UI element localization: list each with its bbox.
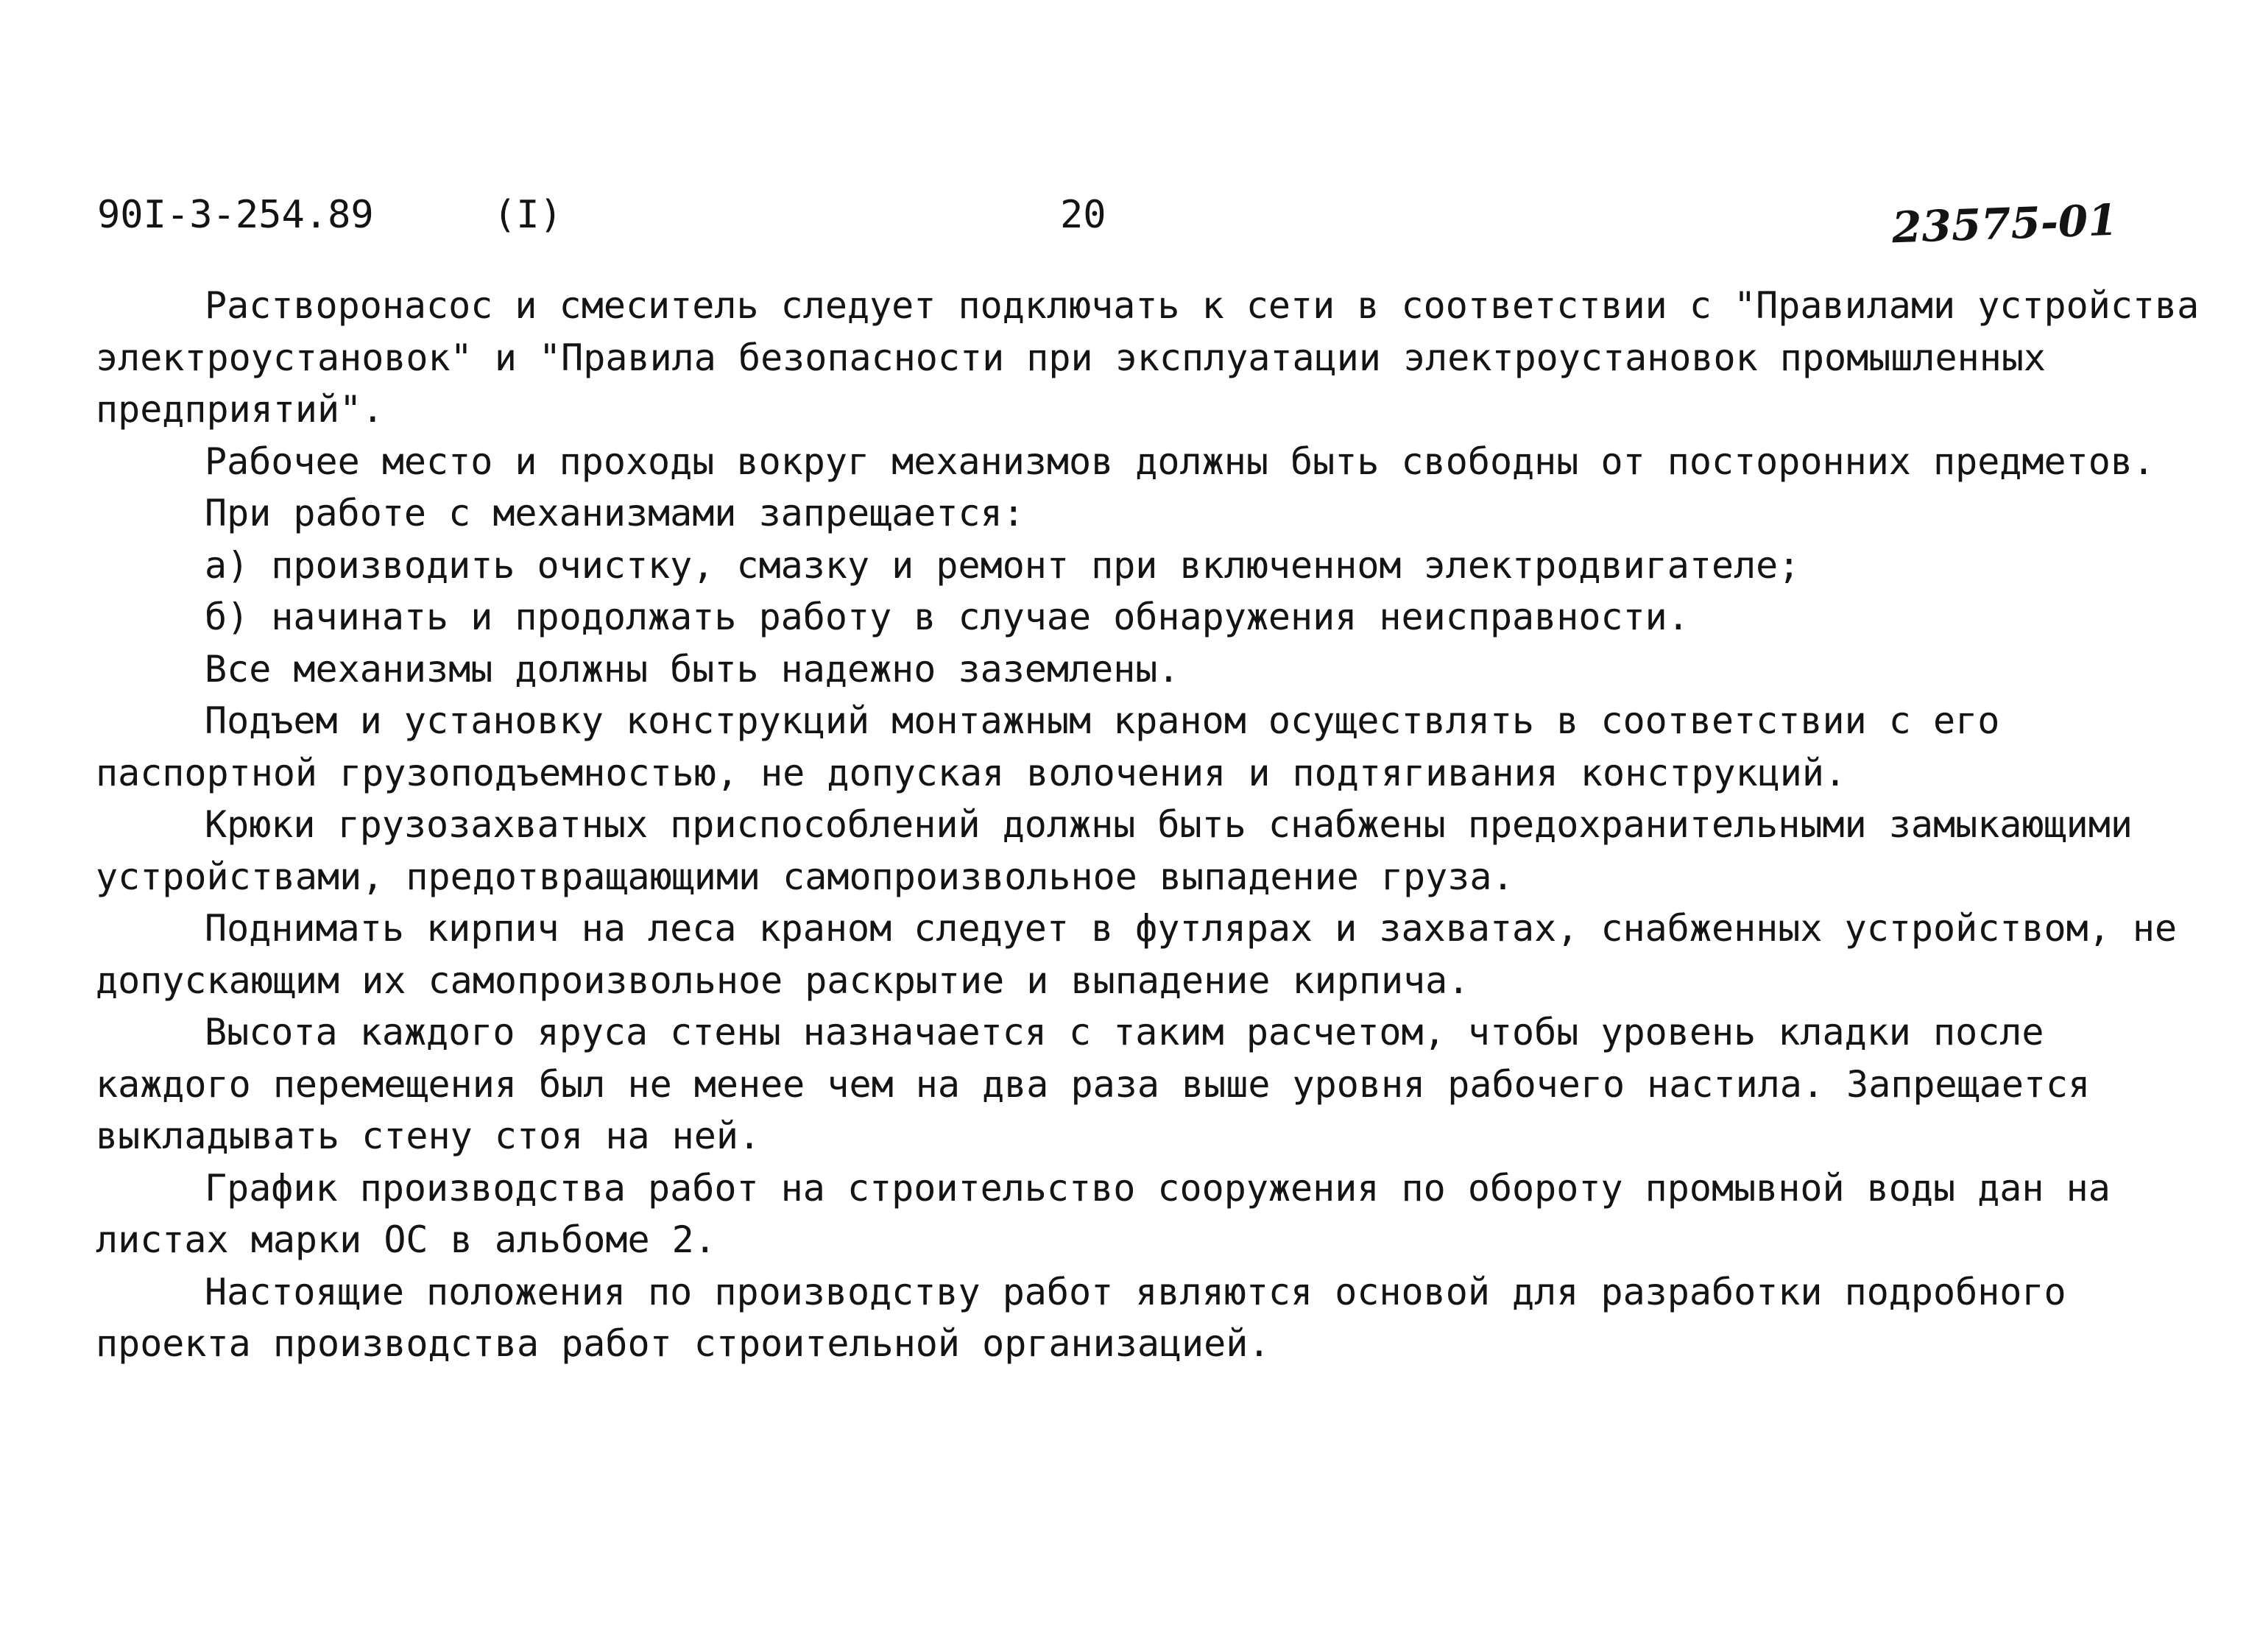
paragraph: График производства работ на строительство сооружения по обороту промывной воды дан на листах марки ОС в альбоме 2.: [96, 1166, 2111, 1261]
paragraph: Настоящие положения по производству работ являются основой для разработки подробного проекта производства работ строительной организацией.: [96, 1270, 2066, 1365]
paragraph: Поднимать кирпич на леса краном следует в футлярах и захватах, снабженных устройством, не допускающим их самопроизвольное раскрытие и выпадение кирпича.: [96, 907, 2178, 1002]
list-item: а) производить очистку, смазку и ремонт при включенном электродвигателе;: [205, 543, 1801, 587]
page-header: [0, 193, 2260, 252]
paragraph: Растворонасос и смеситель следует подключать к сети в соответствии с "Правилами устройства электроустановок" и "Правила безопасности при эксплуатации электроустановок промышленных предприятий".: [96, 284, 2200, 431]
document-code: 90I-3-254.89: [97, 193, 374, 237]
paragraph: Подъем и установку конструкций монтажным краном осуществлять в соответствии с его паспортной грузоподъемностью, не допуская волочения и подтягивания конструкций.: [96, 699, 2000, 794]
paragraph: При работе с механизмами запрещается:: [205, 492, 1025, 534]
archive-number-stamp: 23575-01: [1890, 194, 2119, 253]
list-item: б) начинать и продолжать работу в случае обнаружения неисправности.: [205, 596, 1689, 638]
paragraph: Высота каждого яруса стены назначается с таким расчетом, чтобы уровень кладки после каждого перемещения был не менее чем на два раза выше уровня рабочего настила. Запрещается выкладывать стену стоя на ней.: [96, 1011, 2091, 1157]
document-body: [96, 280, 2201, 1370]
page-number: 20: [1060, 193, 1106, 237]
paragraph: Все механизмы должны быть надежно заземлены.: [205, 647, 1180, 691]
part-number: (I): [493, 193, 562, 237]
paragraph: Крюки грузозахватных приспособлений должны быть снабжены предохранительными замыкающими устройствами, предотвращающими самопроизвольное выпадение груза.: [96, 803, 2133, 898]
paragraph: Рабочее место и проходы вокруг механизмов должны быть свободны от посторонних предметов.: [205, 440, 2155, 483]
